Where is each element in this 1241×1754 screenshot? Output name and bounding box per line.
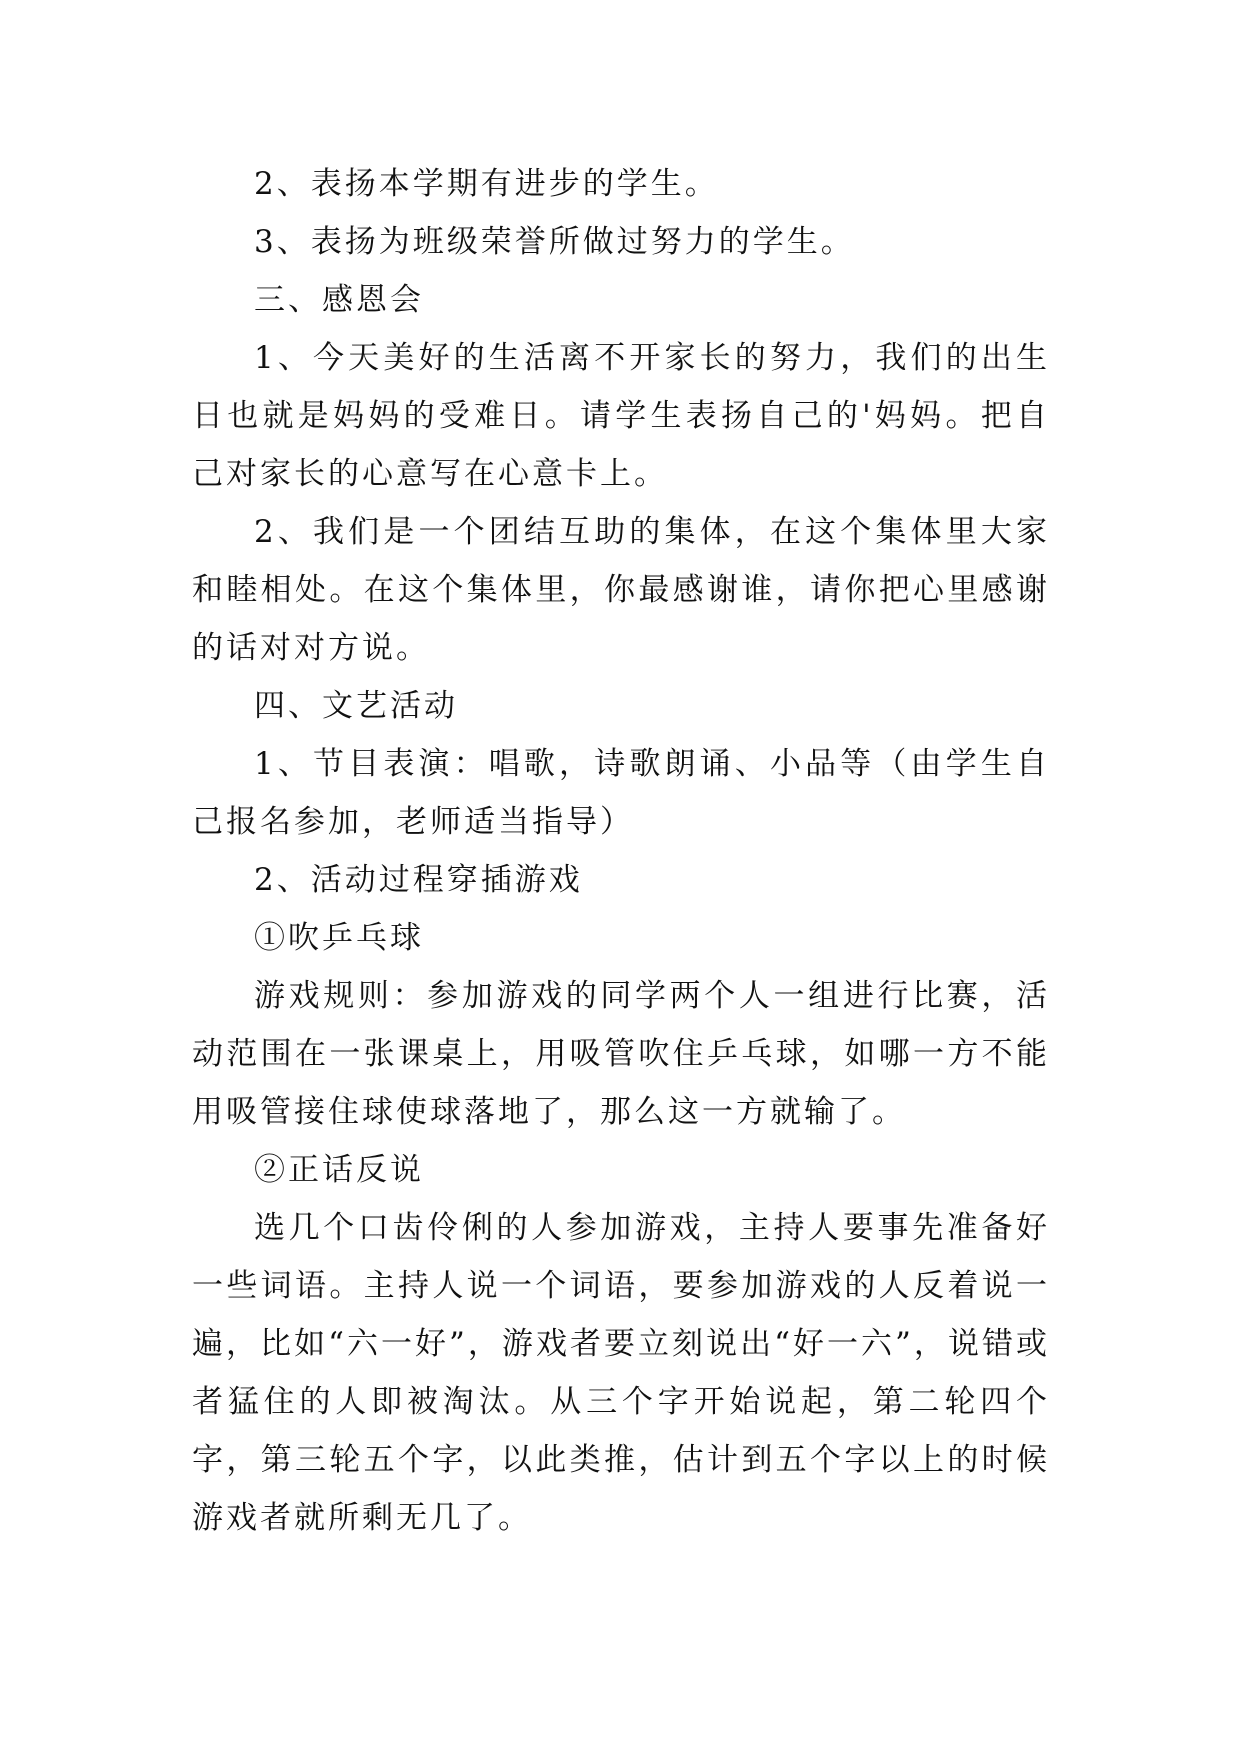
section-heading: 三、感恩会 <box>254 282 424 318</box>
paragraph: 2、活动过程穿插游戏 <box>254 862 583 898</box>
paragraph: 2、我们是一个团结互助的集体，在这个集体里大家和睦相处。在这个集体里，你最感谢谁，请你把心里感谢的话对对方说。 <box>192 514 1050 666</box>
subsection-heading: ①吹乒乓球 <box>254 920 424 956</box>
paragraph: 3、表扬为班级荣誉所做过努力的学生。 <box>254 224 855 260</box>
paragraph: 2、表扬本学期有进步的学生。 <box>254 166 719 202</box>
paragraph: 1、今天美好的生活离不开家长的努力，我们的出生日也就是妈妈的受难日。请学生表扬自己的'妈妈。把自己对家长的心意写在心意卡上。 <box>192 340 1050 492</box>
section-heading: 四、文艺活动 <box>254 688 458 724</box>
paragraph: 选几个口齿伶俐的人参加游戏，主持人要事先准备好一些词语。主持人说一个词语，要参加游戏的人反着说一遍，比如“六一好”，游戏者要立刻说出“好一六”，说错或者猛住的人即被淘汰。从三个字开始说起，第二轮四个字，第三轮五个字，以此类推，估计到五个字以上的时候游戏者就所剩无几了。 <box>192 1210 1050 1536</box>
paragraph: 1、节目表演：唱歌，诗歌朗诵、小品等（由学生自己报名参加，老师适当指导） <box>192 746 1050 840</box>
paragraph: 游戏规则：参加游戏的同学两个人一组进行比赛，活动范围在一张课桌上，用吸管吹住乒乓球，如哪一方不能用吸管接住球使球落地了，那么这一方就输了。 <box>192 978 1050 1130</box>
subsection-heading: ②正话反说 <box>254 1152 424 1188</box>
document-body <box>192 155 1050 1547</box>
